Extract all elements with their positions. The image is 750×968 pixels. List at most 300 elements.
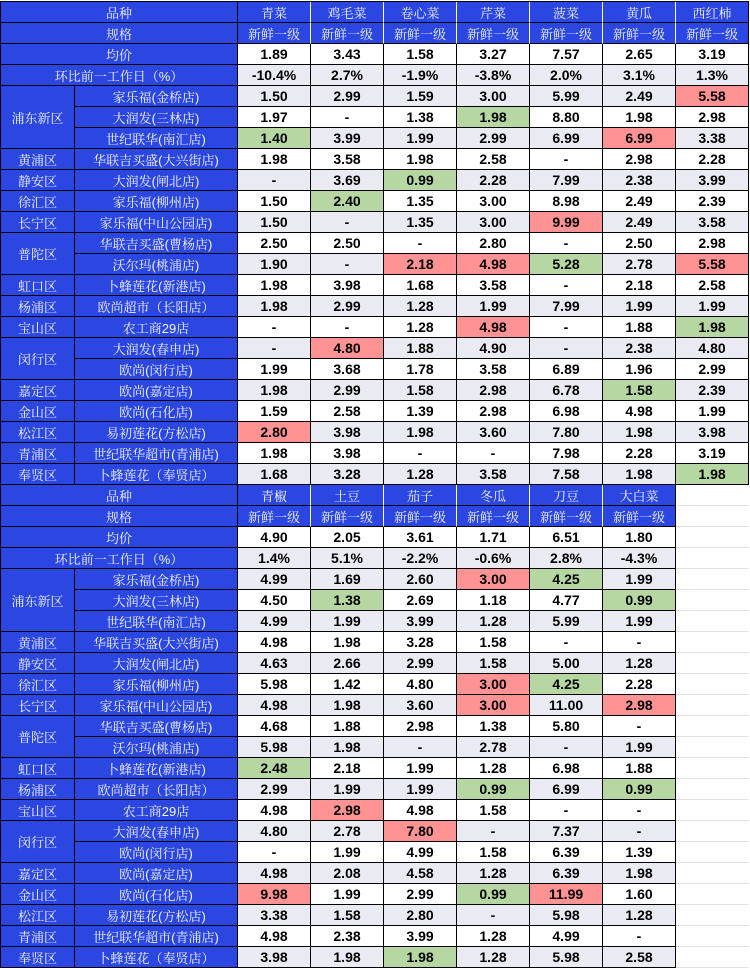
price-cell: 2.98 (457, 380, 530, 401)
price-cell: 2.99 (311, 380, 384, 401)
avg-price-cell: 1.71 (457, 527, 530, 548)
store-row (1, 947, 749, 968)
price-cell: 2.50 (603, 233, 676, 254)
store-cell: 卜蜂莲花(新港店) (75, 758, 238, 779)
empty-cell (676, 800, 749, 821)
price-table-body (1, 2, 749, 968)
price-cell: 2.99 (676, 359, 749, 380)
price-cell: 4.80 (384, 674, 457, 695)
price-cell: 1.99 (676, 296, 749, 317)
price-cell: 3.00 (457, 86, 530, 107)
store-row (1, 737, 749, 758)
product-header: 土豆 (311, 485, 384, 506)
price-cell: 3.60 (457, 422, 530, 443)
district-cell: 黄浦区 (1, 632, 75, 653)
store-cell: 欧尚(闵行店) (75, 842, 238, 863)
price-cell: 1.28 (457, 611, 530, 632)
price-cell: 2.98 (457, 401, 530, 422)
price-cell: 2.99 (311, 296, 384, 317)
empty-cell (676, 905, 749, 926)
price-cell: 1.99 (676, 401, 749, 422)
price-cell: 2.38 (311, 926, 384, 947)
price-cell: 2.60 (384, 569, 457, 590)
price-cell: 1.28 (457, 947, 530, 968)
empty-cell (676, 716, 749, 737)
district-cell: 宝山区 (1, 317, 75, 338)
price-cell: - (238, 170, 311, 191)
price-cell: 1.59 (238, 401, 311, 422)
price-cell: 2.28 (603, 674, 676, 695)
store-row (1, 86, 749, 107)
price-cell: - (457, 443, 530, 464)
avg-price-cell: 2.65 (603, 44, 676, 65)
price-cell: 7.80 (384, 821, 457, 842)
price-cell: 3.58 (676, 212, 749, 233)
price-cell: 1.98 (603, 464, 676, 485)
spec-label: 规格 (1, 506, 238, 527)
district-cell: 浦东新区 (1, 569, 75, 632)
price-cell: 2.40 (311, 191, 384, 212)
store-row (1, 107, 749, 128)
spec-cell: 新鲜一级 (603, 23, 676, 44)
price-cell: 1.88 (311, 716, 384, 737)
price-cell: 7.99 (530, 296, 603, 317)
price-cell: 2.39 (676, 191, 749, 212)
empty-cell (676, 695, 749, 716)
spec-cell: 新鲜一级 (603, 506, 676, 527)
price-cell: - (384, 737, 457, 758)
district-cell: 闵行区 (1, 821, 75, 863)
price-cell: 1.58 (457, 842, 530, 863)
price-cell: 3.98 (238, 947, 311, 968)
price-cell: 1.98 (311, 695, 384, 716)
price-cell: 3.58 (457, 275, 530, 296)
price-cell: 3.68 (311, 359, 384, 380)
price-cell: 2.08 (311, 863, 384, 884)
price-cell: 3.98 (311, 275, 384, 296)
price-cell: 5.98 (530, 947, 603, 968)
price-cell: 2.28 (457, 170, 530, 191)
product-header: 芹菜 (457, 2, 530, 23)
store-row (1, 674, 749, 695)
district-cell: 杨浦区 (1, 779, 75, 800)
store-row (1, 380, 749, 401)
store-row (1, 149, 749, 170)
store-row (1, 338, 749, 359)
price-cell: 1.99 (238, 359, 311, 380)
price-cell: 6.98 (530, 401, 603, 422)
store-cell: 沃尔玛(桃浦店) (75, 737, 238, 758)
price-cell: 4.99 (238, 569, 311, 590)
price-cell: 3.58 (457, 464, 530, 485)
empty-cell (676, 821, 749, 842)
price-cell: 4.25 (530, 569, 603, 590)
store-row (1, 716, 749, 737)
price-cell: 1.99 (603, 737, 676, 758)
price-cell: 5.28 (530, 254, 603, 275)
price-cell: 3.98 (311, 443, 384, 464)
dod-change-cell: -2.2% (384, 548, 457, 569)
price-cell: 1.28 (603, 653, 676, 674)
spec-row (1, 506, 749, 527)
price-cell: 1.98 (676, 464, 749, 485)
product-header: 青椒 (238, 485, 311, 506)
price-cell: 6.99 (530, 128, 603, 149)
price-cell: 1.40 (238, 128, 311, 149)
price-cell: - (603, 821, 676, 842)
price-cell: 1.28 (457, 926, 530, 947)
store-cell: 家乐福(柳州店) (75, 674, 238, 695)
price-cell: 2.39 (676, 380, 749, 401)
price-cell: 1.28 (384, 296, 457, 317)
store-cell: 卜蜂莲花（奉贤店） (75, 464, 238, 485)
avg-price-cell: 1.80 (603, 527, 676, 548)
price-cell: 1.99 (311, 884, 384, 905)
district-cell: 松江区 (1, 905, 75, 926)
district-cell: 普陀区 (1, 233, 75, 275)
price-cell: 1.28 (457, 863, 530, 884)
price-cell: 2.99 (457, 128, 530, 149)
empty-cell (676, 863, 749, 884)
price-cell: 4.80 (238, 821, 311, 842)
price-cell: 2.28 (603, 443, 676, 464)
price-cell: 7.98 (530, 443, 603, 464)
price-cell: 2.18 (311, 758, 384, 779)
empty-cell (676, 611, 749, 632)
price-cell: - (530, 338, 603, 359)
price-cell: 1.99 (457, 296, 530, 317)
avg-price-cell: 6.51 (530, 527, 603, 548)
price-cell: 2.98 (311, 800, 384, 821)
store-cell: 易初莲花(方松店) (75, 905, 238, 926)
price-cell: 2.98 (603, 149, 676, 170)
price-cell: 4.99 (238, 611, 311, 632)
dod-change-cell: 1.3% (676, 65, 749, 86)
avg-price-cell: 3.27 (457, 44, 530, 65)
price-cell: 1.35 (384, 191, 457, 212)
store-cell: 大润发(闸北店) (75, 653, 238, 674)
price-cell: 4.25 (530, 674, 603, 695)
store-row (1, 821, 749, 842)
store-cell: 欧尚超市（长阳店） (75, 296, 238, 317)
district-cell: 金山区 (1, 884, 75, 905)
district-cell: 松江区 (1, 422, 75, 443)
price-cell: 1.98 (603, 107, 676, 128)
price-cell: 1.99 (311, 842, 384, 863)
price-cell: 2.38 (603, 338, 676, 359)
price-cell: 1.99 (311, 779, 384, 800)
store-cell: 华联吉买盛(大兴街店) (75, 149, 238, 170)
price-cell: 1.58 (457, 632, 530, 653)
avg-price-cell: 2.05 (311, 527, 384, 548)
price-cell: 2.69 (384, 590, 457, 611)
empty-cell (676, 527, 749, 548)
price-cell: 2.66 (311, 653, 384, 674)
price-cell: 4.80 (311, 338, 384, 359)
product-header: 菠菜 (530, 2, 603, 23)
product-header: 鸡毛菜 (311, 2, 384, 23)
store-cell: 华联吉买盛(曹杨店) (75, 233, 238, 254)
avg-price-label: 均价 (1, 44, 238, 65)
avg-price-cell: 4.90 (238, 527, 311, 548)
price-cell: - (311, 212, 384, 233)
store-cell: 华联吉买盛(大兴街店) (75, 632, 238, 653)
store-row (1, 212, 749, 233)
dod-change-label: 环比前一工作日（%） (1, 65, 238, 86)
empty-cell (676, 842, 749, 863)
store-cell: 欧尚(嘉定店) (75, 863, 238, 884)
price-cell: - (311, 254, 384, 275)
price-cell: 0.99 (457, 884, 530, 905)
price-cell: - (530, 737, 603, 758)
price-cell: - (311, 107, 384, 128)
store-cell: 卜蜂莲花(新港店) (75, 275, 238, 296)
store-row (1, 779, 749, 800)
price-cell: 6.39 (530, 863, 603, 884)
price-cell: 3.58 (457, 359, 530, 380)
product-header: 黄瓜 (603, 2, 676, 23)
price-cell: 1.28 (603, 905, 676, 926)
price-cell: 1.39 (384, 401, 457, 422)
price-cell: 2.99 (311, 86, 384, 107)
price-cell: 1.98 (238, 443, 311, 464)
price-cell: 2.58 (457, 149, 530, 170)
price-cell: 2.78 (603, 254, 676, 275)
dod-change-cell: 2.0% (530, 65, 603, 86)
dod-change-cell: 5.1% (311, 548, 384, 569)
avg-price-cell: 3.61 (384, 527, 457, 548)
price-cell: 4.98 (457, 254, 530, 275)
price-cell: 3.28 (311, 464, 384, 485)
price-cell: 3.60 (384, 695, 457, 716)
price-cell: 2.49 (603, 191, 676, 212)
price-cell: 3.19 (676, 443, 749, 464)
price-cell: 9.98 (238, 884, 311, 905)
store-row (1, 569, 749, 590)
price-cell: 4.50 (238, 590, 311, 611)
dod-change-cell: -0.6% (457, 548, 530, 569)
store-row (1, 191, 749, 212)
district-cell: 静安区 (1, 653, 75, 674)
empty-cell (676, 947, 749, 968)
price-cell: - (457, 905, 530, 926)
spec-cell: 新鲜一级 (457, 506, 530, 527)
price-cell: 1.38 (384, 107, 457, 128)
dod-change-row (1, 65, 749, 86)
price-cell: 1.98 (384, 947, 457, 968)
price-cell: 1.58 (311, 905, 384, 926)
product-header: 卷心菜 (384, 2, 457, 23)
price-cell: 4.98 (238, 863, 311, 884)
price-cell: 3.69 (311, 170, 384, 191)
price-cell: 1.98 (603, 863, 676, 884)
store-cell: 欧尚(闵行店) (75, 359, 238, 380)
price-cell: 6.99 (530, 779, 603, 800)
empty-cell (676, 632, 749, 653)
price-cell: 2.98 (676, 233, 749, 254)
price-cell: 1.78 (384, 359, 457, 380)
price-cell: 3.98 (676, 422, 749, 443)
price-cell: 2.58 (676, 275, 749, 296)
store-row (1, 422, 749, 443)
store-row (1, 926, 749, 947)
price-cell: 1.98 (311, 632, 384, 653)
avg-price-cell: 3.19 (676, 44, 749, 65)
price-cell: 2.38 (603, 170, 676, 191)
store-row (1, 632, 749, 653)
dod-change-cell: 1.4% (238, 548, 311, 569)
district-cell: 奉贤区 (1, 464, 75, 485)
price-cell: 7.58 (530, 464, 603, 485)
price-cell: 0.99 (603, 590, 676, 611)
store-row (1, 884, 749, 905)
price-cell: 2.78 (311, 821, 384, 842)
price-cell: 4.77 (530, 590, 603, 611)
price-cell: 0.99 (384, 170, 457, 191)
price-cell: 5.98 (238, 737, 311, 758)
price-cell: 1.88 (603, 317, 676, 338)
district-cell: 杨浦区 (1, 296, 75, 317)
price-cell: 2.50 (238, 233, 311, 254)
price-cell: 4.63 (238, 653, 311, 674)
price-cell: 1.28 (457, 758, 530, 779)
store-cell: 卜蜂莲花（奉贤店） (75, 947, 238, 968)
spec-cell: 新鲜一级 (238, 506, 311, 527)
price-cell: 1.88 (384, 338, 457, 359)
store-cell: 欧尚(嘉定店) (75, 380, 238, 401)
price-cell: 5.98 (530, 905, 603, 926)
store-cell: 家乐福(中山公园店) (75, 695, 238, 716)
empty-cell (676, 779, 749, 800)
product-header: 西红柿 (676, 2, 749, 23)
price-cell: - (530, 632, 603, 653)
district-cell: 徐汇区 (1, 191, 75, 212)
price-cell: 4.98 (238, 632, 311, 653)
product-header: 大白菜 (603, 485, 676, 506)
price-cell: 2.99 (238, 779, 311, 800)
spec-label: 规格 (1, 23, 238, 44)
store-row (1, 233, 749, 254)
price-cell: - (530, 233, 603, 254)
store-row (1, 695, 749, 716)
variety-label: 品种 (1, 2, 238, 23)
price-cell: 1.99 (384, 779, 457, 800)
price-cell: 4.99 (530, 926, 603, 947)
district-cell: 奉贤区 (1, 947, 75, 968)
price-cell: 1.88 (603, 758, 676, 779)
price-cell: 2.80 (384, 905, 457, 926)
product-header: 刀豆 (530, 485, 603, 506)
price-cell: 3.00 (457, 191, 530, 212)
price-cell: 4.80 (676, 338, 749, 359)
price-cell: 1.35 (384, 212, 457, 233)
district-cell: 静安区 (1, 170, 75, 191)
spec-row (1, 23, 749, 44)
price-cell: 2.18 (603, 275, 676, 296)
store-row (1, 758, 749, 779)
avg-price-cell: 3.43 (311, 44, 384, 65)
district-cell: 金山区 (1, 401, 75, 422)
price-cell: 1.68 (384, 275, 457, 296)
price-cell: - (603, 926, 676, 947)
price-cell: 2.98 (384, 716, 457, 737)
price-cell: 5.58 (676, 254, 749, 275)
store-row (1, 170, 749, 191)
price-cell: - (238, 338, 311, 359)
store-row (1, 359, 749, 380)
price-cell: 2.58 (311, 401, 384, 422)
price-cell: 1.39 (603, 842, 676, 863)
store-row (1, 443, 749, 464)
variety-label: 品种 (1, 485, 238, 506)
price-cell: - (530, 275, 603, 296)
price-cell: 1.99 (603, 296, 676, 317)
store-cell: 欧尚超市（长阳店） (75, 779, 238, 800)
price-cell: - (457, 821, 530, 842)
price-cell: 1.90 (238, 254, 311, 275)
price-cell: 2.98 (676, 107, 749, 128)
price-cell: 1.99 (384, 128, 457, 149)
price-cell: 1.38 (311, 590, 384, 611)
store-row (1, 254, 749, 275)
store-cell: 欧尚(石化店) (75, 884, 238, 905)
price-cell: 4.98 (384, 800, 457, 821)
price-cell: 3.99 (384, 611, 457, 632)
price-cell: 2.49 (603, 212, 676, 233)
product-header: 茄子 (384, 485, 457, 506)
price-cell: 9.99 (530, 212, 603, 233)
price-cell: 3.99 (384, 926, 457, 947)
store-row (1, 464, 749, 485)
price-cell: 1.38 (457, 716, 530, 737)
spec-cell: 新鲜一级 (238, 23, 311, 44)
store-row (1, 842, 749, 863)
dod-change-cell: -4.3% (603, 548, 676, 569)
district-cell: 黄浦区 (1, 149, 75, 170)
price-cell: 1.58 (603, 380, 676, 401)
price-cell: 1.18 (457, 590, 530, 611)
price-cell: 3.58 (311, 149, 384, 170)
store-row (1, 653, 749, 674)
district-cell: 虹口区 (1, 758, 75, 779)
price-cell: 1.58 (457, 800, 530, 821)
price-cell: 1.98 (603, 422, 676, 443)
price-cell: 8.80 (530, 107, 603, 128)
price-cell: 4.99 (384, 842, 457, 863)
price-cell: 6.99 (603, 128, 676, 149)
store-row (1, 863, 749, 884)
price-cell: 2.99 (384, 884, 457, 905)
price-cell: 1.97 (238, 107, 311, 128)
price-cell: 4.98 (238, 800, 311, 821)
price-cell: 7.37 (530, 821, 603, 842)
price-cell: 8.98 (530, 191, 603, 212)
store-cell: 大润发(三林店) (75, 590, 238, 611)
price-cell: 2.80 (238, 422, 311, 443)
price-cell: 3.00 (457, 569, 530, 590)
empty-cell (676, 569, 749, 590)
spec-cell: 新鲜一级 (384, 23, 457, 44)
price-cell: 3.00 (457, 212, 530, 233)
district-cell: 嘉定区 (1, 863, 75, 884)
store-cell: 农工商29店 (75, 317, 238, 338)
store-cell: 世纪联华(南汇店) (75, 128, 238, 149)
price-cell: 1.98 (457, 107, 530, 128)
store-cell: 易初莲花(方松店) (75, 422, 238, 443)
avg-price-row (1, 44, 749, 65)
price-cell: 1.50 (238, 212, 311, 233)
empty-cell (676, 737, 749, 758)
